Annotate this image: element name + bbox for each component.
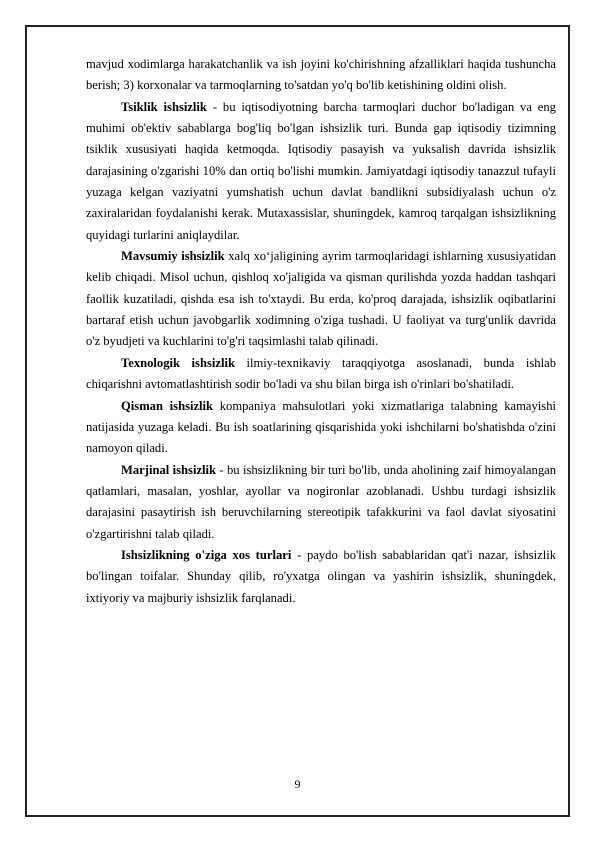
term-cyclical-unemployment: Tsiklik ishsizlik [121, 99, 207, 114]
paragraph-text: - bu ishsizlikning bir turi bo'lib, unda aholining zaif himoyalangan qatlamlari, masalan, yoshlar, ayollar va nogironlar azoblanadi. Ushbu turdagi ishsizlik darajasini pasaytirish ish beruvchilarning stereotipik tafakkurini va faol davlat siyosatini o'zgartirishni talab qiladi. [86, 462, 556, 541]
paragraph-cyclical-unemployment [86, 97, 556, 246]
paragraph-text: ilmiy-texnikaviy taraqqiyotga asoslanadi, bunda ishlab chiqarishni avtomatlashtirish sodir bo'ladi va shu bilan birga ish o'rinlari bo'shatiladi. [86, 355, 556, 392]
paragraph-seasonal-unemployment [86, 246, 556, 353]
term-marginal-unemployment: Marjinal ishsizlik [121, 462, 217, 477]
paragraph-continuation [86, 54, 556, 97]
paragraph-partial-unemployment [86, 396, 556, 460]
paragraph-technological-unemployment [86, 353, 556, 396]
term-specific-unemployment-types: Ishsizlikning o'ziga xos turlari [121, 547, 292, 562]
term-technological-unemployment: Texnologik ishsizlik [121, 355, 235, 370]
paragraph-text: mavjud xodimlarga harakatchanlik va ish joyini ko'chirishning afzalliklari haqida tushuncha berish; 3) korxonalar va tarmoqlarning to'satdan yo'q bo'lib ketishining oldini olish. [86, 57, 556, 93]
paragraph-text: - bu iqtisodiyotning barcha tarmoqlari duchor bo'ladigan va eng muhimi ob'ektiv sabablarga bog'liq bo'lgan ishsizlik turi. Bunda gap iqtisodiy tizimning tsiklik xususiyati haqida ketmoqda. Iqtisodiy pasayish va yuksalish davrida ishsizlik darajasining o'zgarishi 10% dan ortiq bo'lishi mumkin. Jamiyatdagi iqtisodiy tanazzul tufayli yuzaga kelgan vaziyatni yumshatish uchun davlat bandlikni subsidiyalash uchun o'z zaxiralaridan foydalanishi kerak. Mutaxassislar, shuningdek, kamroq tarqalgan ishsizlikning quyidagi turlarini aniqlaydilar. [86, 99, 556, 242]
paragraph-marginal-unemployment [86, 460, 556, 545]
paragraph-text: kompaniya mahsulotlari yoki xizmatlariga talabning kamayishi natijasida yuzaga keladi. Bu ish soatlarining qisqarishida yoki ishchilarni bo'shatishda o'zini namoyon qiladi. [86, 398, 556, 456]
document-body [86, 54, 556, 609]
term-seasonal-unemployment: Mavsumiy ishsizlik [121, 249, 225, 264]
term-partial-unemployment: Qisman ishsizlik [121, 398, 214, 413]
page-number: 9 [294, 777, 301, 791]
paragraph-text: xalq xo‘jaligining ayrim tarmoqlaridagi ishlarning xususiyatidan kelib chiqadi. Misol uchun, qishloq xo'jaligida va qisman qurilishda yozda haddan tashqari faollik kuzatiladi, qishda esa ish to'xtaydi. Bu erda, ko'proq darajada, ishsizlik oqibatlarini bartaraf etish uchun javobgarlik xodimning o'ziga tushadi. U faoliyat va turg'unlik davrida o'z byudjeti va kuchlarini to'g'ri taqsimlashi talab qilinadi. [86, 249, 556, 349]
paragraph-specific-unemployment-types [86, 545, 556, 609]
paragraph-text: - paydo bo'lish sabablaridan qat'i nazar, ishsizlik bo'lingan toifalar. Shunday qilib, ro'yxatga olingan va yashirin ishsizlik, shuningdek, ixtiyoriy va majburiy ishsizlik farqlanadi. [86, 547, 556, 605]
